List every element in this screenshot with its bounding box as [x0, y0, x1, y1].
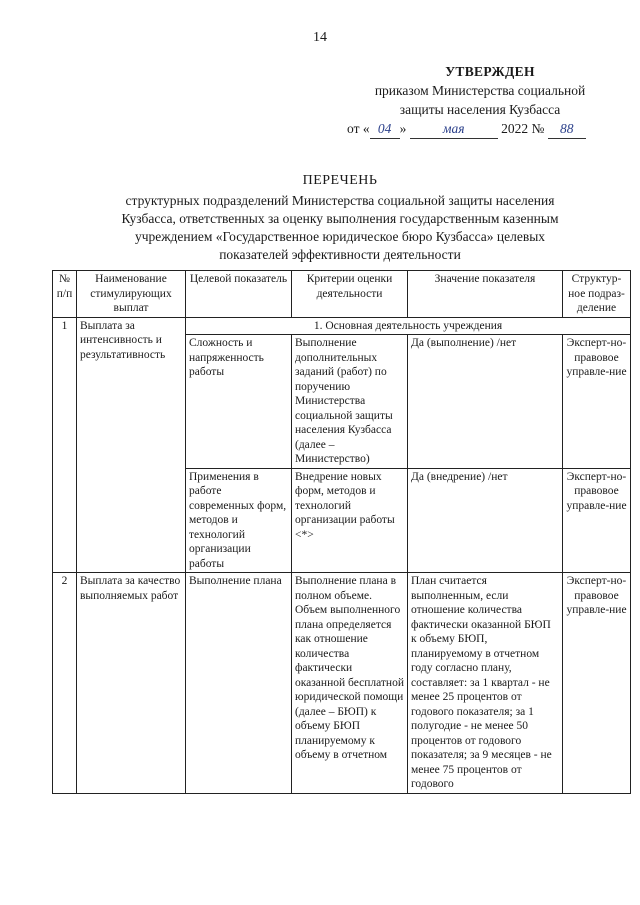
row1-name: Выплата за интенсивность и результативность: [77, 317, 186, 573]
row1-sub1-criteria: Выполнение дополнительных заданий (работ) по поручению Министерства социальной защиты населения Кузбасса (далее – Министерство): [292, 335, 408, 469]
document-title: [60, 172, 620, 264]
row1-sub2-value: Да (внедрение) /нет: [408, 468, 563, 573]
approval-block: [335, 62, 625, 139]
table-header-row: [53, 271, 631, 318]
handwritten-order-number: 88: [548, 119, 586, 139]
row1-sub2-target: Применения в работе современных форм, методов и технологий организации работы: [186, 468, 292, 573]
row1-sub2-unit: Эксперт-но-правовое управле-ние: [563, 468, 631, 573]
title-line-2: Кузбасса, ответственных за оценку выполнения государственным казенным: [121, 211, 559, 226]
header-target: Целевой показатель: [186, 271, 292, 318]
row2-name: Выплата за качество выполняемых работ: [77, 573, 186, 794]
title-heading: ПЕРЕЧЕНЬ: [302, 173, 378, 188]
handwritten-day: 04: [370, 119, 400, 139]
indicators-table: [52, 270, 631, 794]
row1-num: 1: [53, 317, 77, 573]
section-title: 1. Основная деятельность учреждения: [186, 317, 631, 335]
header-criteria: Критерии оценки деятельности: [292, 271, 408, 318]
date-prefix: от «: [347, 121, 370, 136]
title-line-3: учреждением «Государственное юридическое бюро Кузбасса» целевых: [134, 229, 546, 244]
date-mid: »: [399, 121, 410, 136]
approval-line-1: приказом Министерства социальной: [374, 83, 586, 98]
header-name: Наименование стимулирующих выплат: [77, 271, 186, 318]
row2-value: План считается выполненным, если отношение количества фактически оказанной БЮП к объему БЮП, планируемому в отчетном году согласно плану, составляет: за 1 квартал - не менее 25 процентов от годового показателя; за 1 полугодие - не менее 50 процентов от годового показателя; за 9 месяцев - не менее 75 процентов от годового: [408, 573, 563, 794]
header-value: Значение показателя: [408, 271, 563, 318]
row2-unit: Эксперт-но-правовое управле-ние: [563, 573, 631, 794]
approval-date: [335, 119, 625, 139]
row2-criteria: Выполнение плана в полном объеме. Объем выполненного плана определяется как отношение количества фактически оказанной бесплатной юридической помощи (далее – БЮП) к объему БЮП планируемому к объему в отчетном: [292, 573, 408, 794]
row1-sub1-value: Да (выполнение) /нет: [408, 335, 563, 469]
row2-target: Выполнение плана: [186, 573, 292, 794]
title-line-1: структурных подразделений Министерства социальной защиты населения: [125, 193, 555, 208]
row1-sub1-unit: Эксперт-но-правовое управле-ние: [563, 335, 631, 469]
header-unit: Структур-ное подраз-деление: [563, 271, 631, 318]
handwritten-month: мая: [410, 119, 498, 139]
table-row: [53, 317, 631, 335]
approval-heading: УТВЕРЖДЕН: [445, 64, 535, 79]
approval-line-2: защиты населения Кузбасса: [399, 102, 561, 117]
page-number: 14: [313, 30, 327, 45]
header-num: № п/п: [53, 271, 77, 318]
row1-sub2-criteria: Внедрение новых форм, методов и технологий организации работы <*>: [292, 468, 408, 573]
row1-sub1-target: Сложность и напряженность работы: [186, 335, 292, 469]
table-row: [53, 573, 631, 794]
row2-num: 2: [53, 573, 77, 794]
title-line-4: показателей эффективности деятельности: [219, 247, 461, 262]
date-year: 2022 №: [497, 121, 548, 136]
